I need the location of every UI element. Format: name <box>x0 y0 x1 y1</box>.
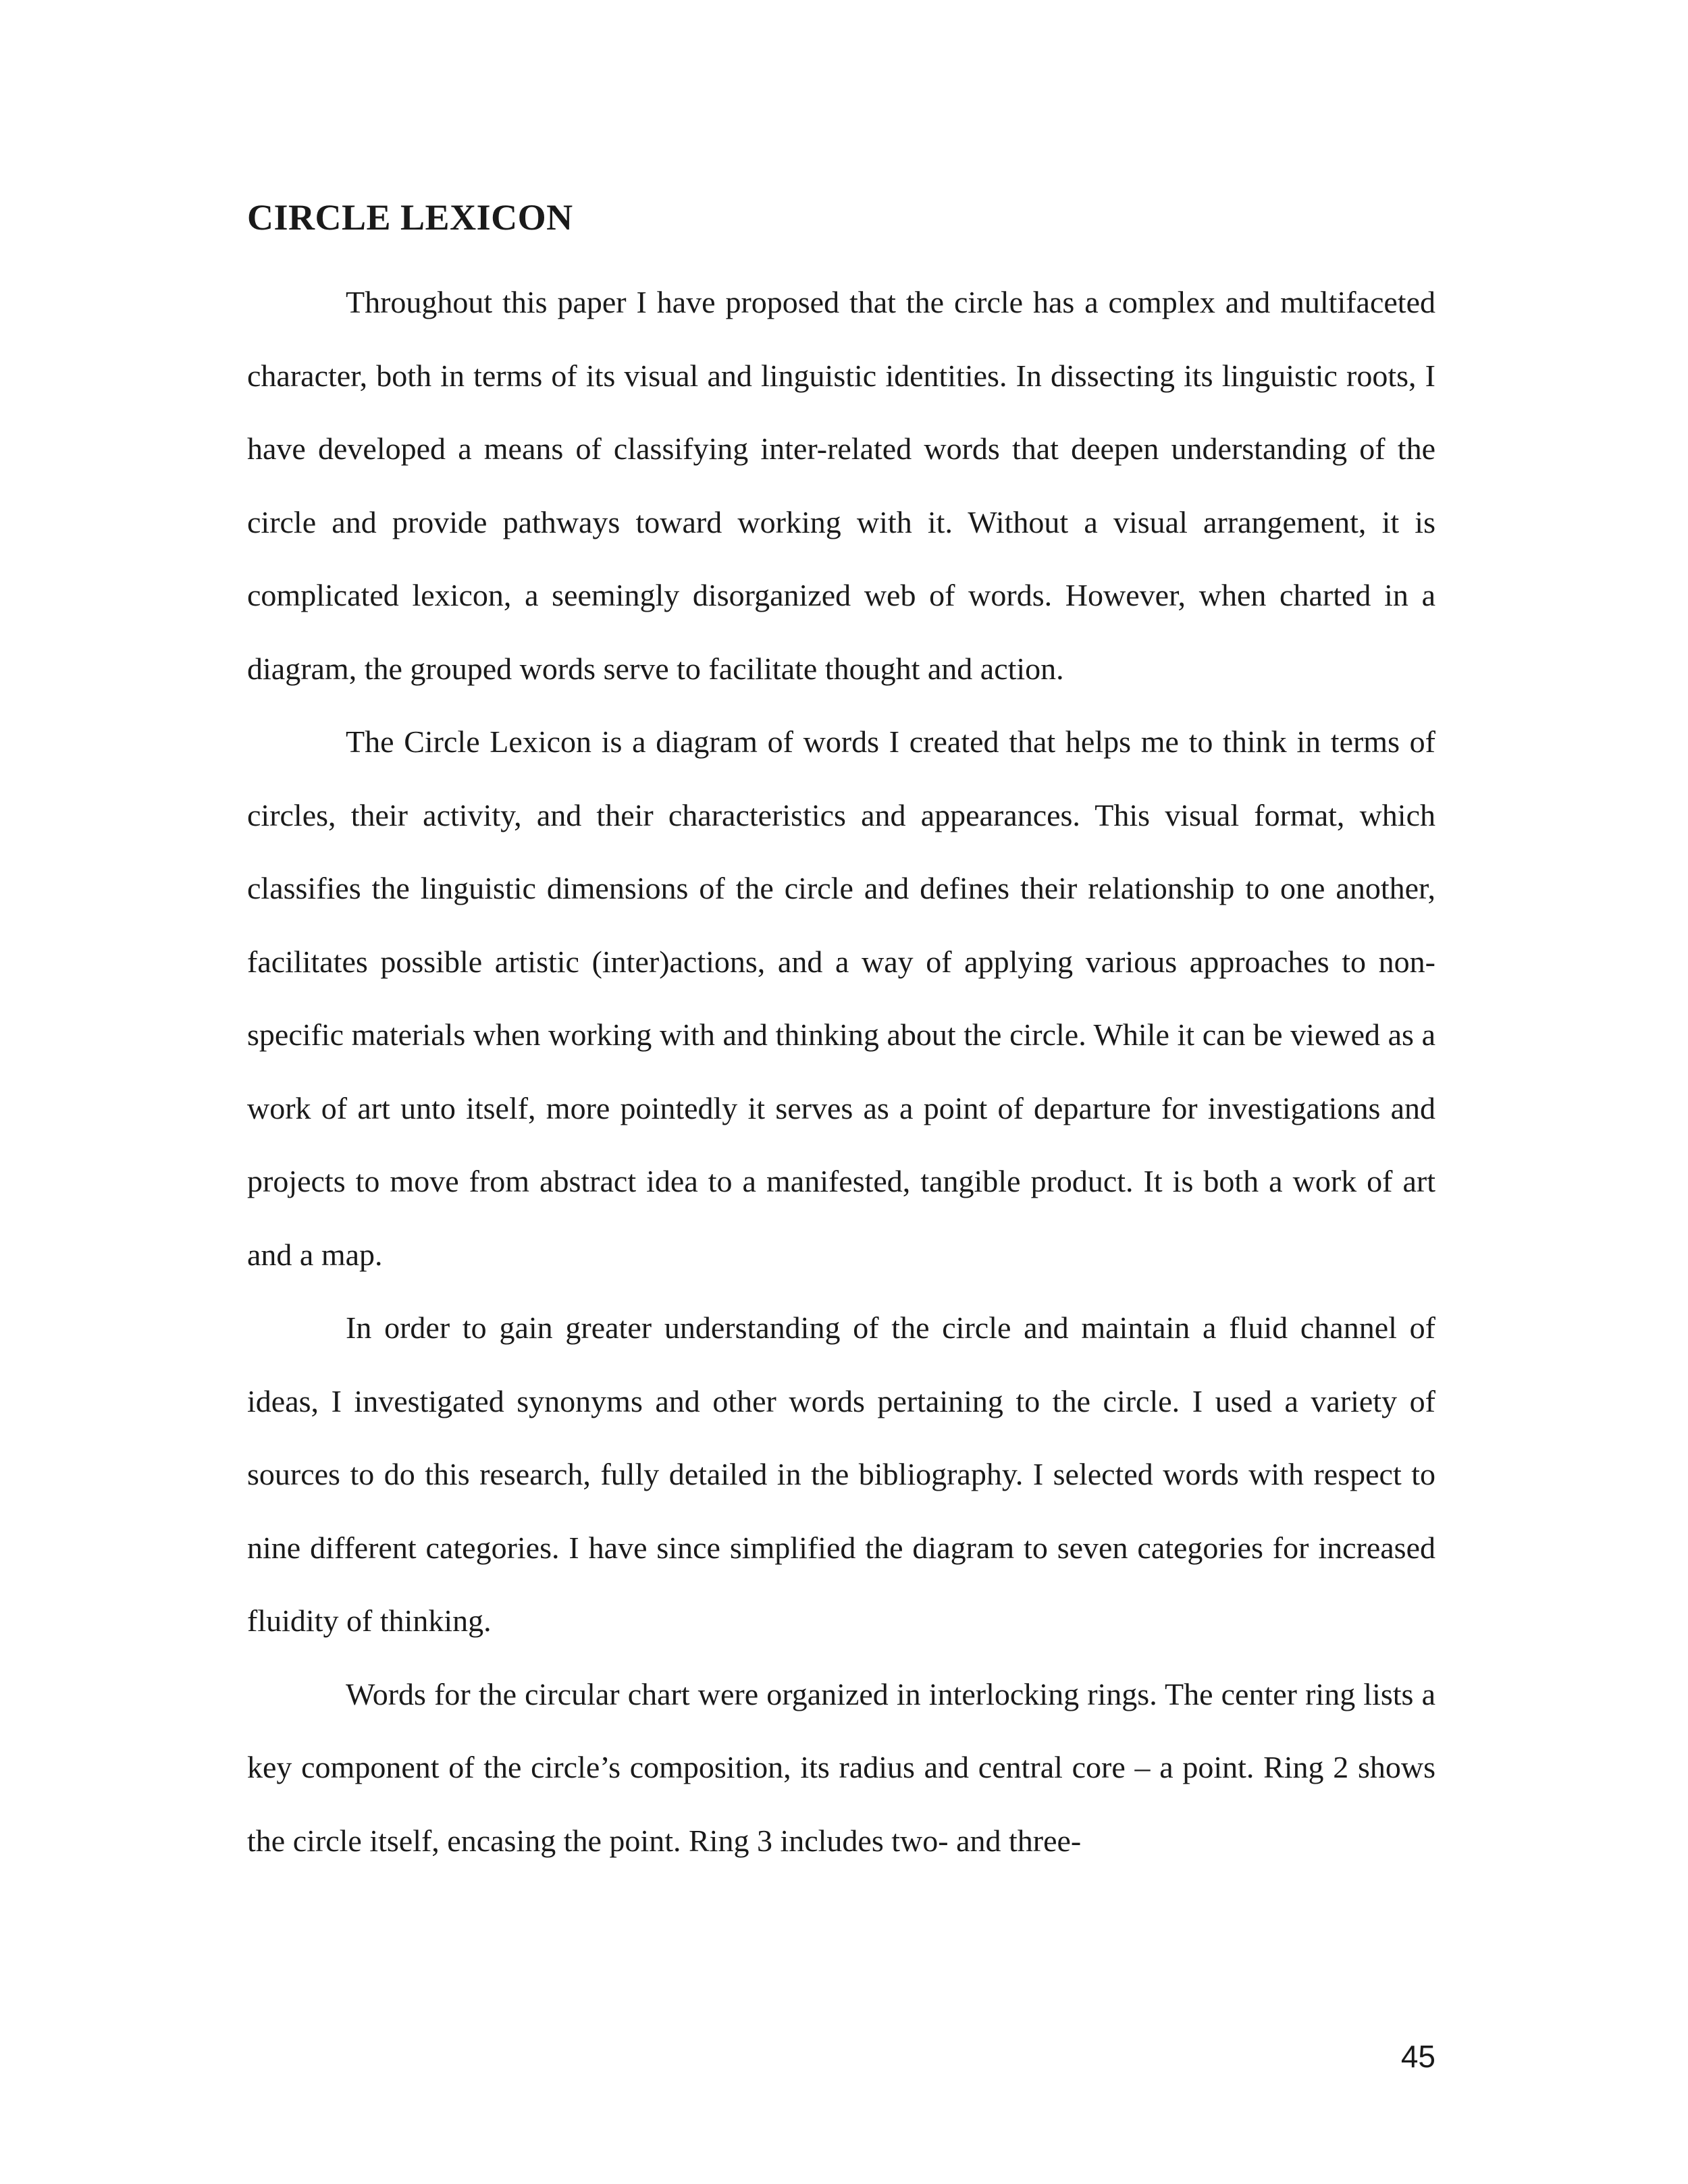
paragraph-4: Words for the circular chart were organized in interlocking rings. The center ring lists a key component of the circle’s composition, its radius and central core – a point. Ring 2 shows the circle itself, encasing the point. Ring 3 includes two- and three- <box>247 1676 1435 1858</box>
paragraph-3: In order to gain greater understanding of the circle and maintain a fluid channel of ideas, I investigated synonyms and other words pertaining to the circle. I used a variety of sources to do this research, fully detailed in the bibliography. I selected words with respect to nine different categories. I have since simplified the diagram to seven categories for increased fluidity of thinking. <box>247 1310 1435 1638</box>
page-number: 45 <box>1400 2039 1435 2074</box>
paragraph-2: The Circle Lexicon is a diagram of words I created that helps me to think in terms of circles, their activity, and their characteristics and appearances. This visual format, which classifies the linguistic dimensions of the circle and defines their relationship to one another, facilitates possible artistic (inter)actions, and a way of applying various approaches to non-specific materials when working with and thinking about the circle. While it can be viewed as a work of art unto itself, more pointedly it serves as a point of departure for investigations and projects to move from abstract idea to a manifested, tangible product. It is both a work of art and a map. <box>247 724 1435 1272</box>
paragraph-1: Throughout this paper I have proposed that the circle has a complex and multifaceted character, both in terms of its visual and linguistic identities. In dissecting its linguistic roots, I have developed a means of classifying inter-related words that deepen understanding of the circle and provide pathways toward working with it. Without a visual arrangement, it is complicated lexicon, a seemingly disorganized web of words. However, when charted in a diagram, the grouped words serve to facilitate thought and action. <box>247 285 1435 686</box>
body-text <box>247 266 1435 1877</box>
section-heading: CIRCLE LEXICON <box>247 197 573 238</box>
